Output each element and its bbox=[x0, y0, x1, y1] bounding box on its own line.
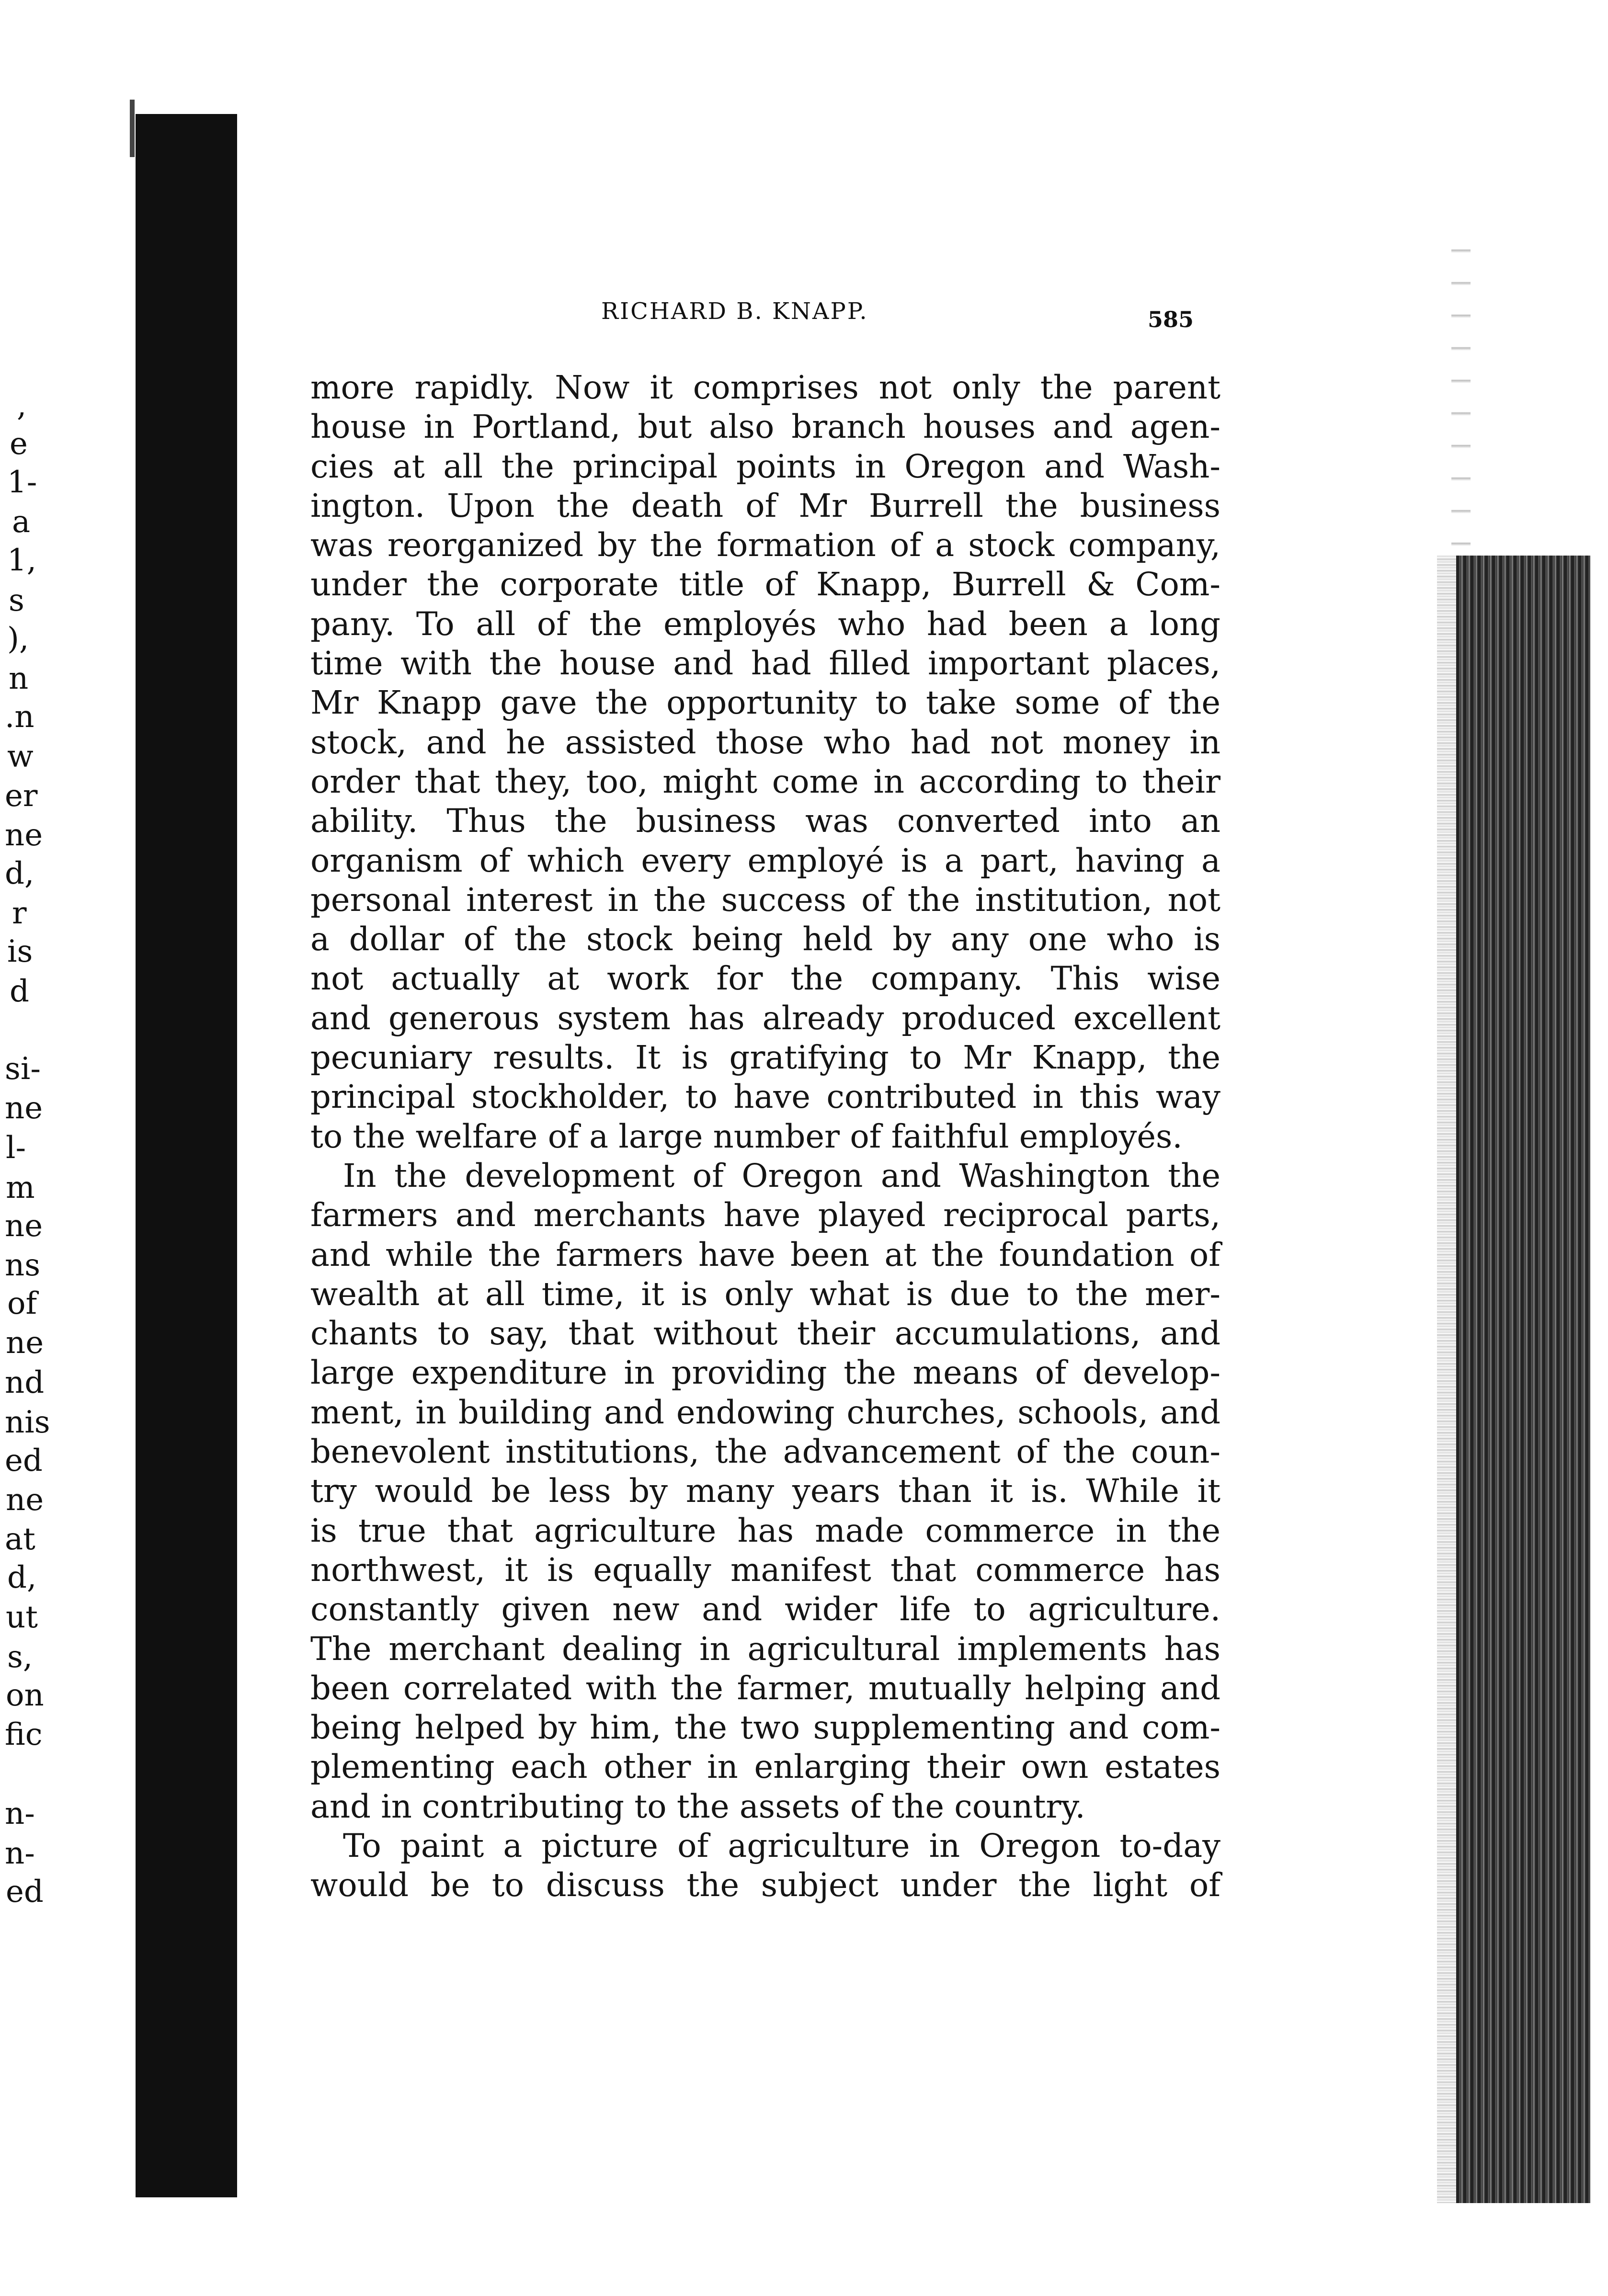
text-line: Mr Knapp gave the opportunity to take some of the bbox=[310, 684, 1220, 722]
text-line: cies at all the principal points in Oregon and Wash- bbox=[310, 447, 1220, 485]
text-line: and in contributing to the assets of the country. bbox=[310, 1787, 1085, 1825]
facing-fragment: m bbox=[6, 1170, 35, 1205]
text-line: plementing each other in enlarging their own estates bbox=[310, 1748, 1220, 1786]
text-line: and generous system has already produced excellent bbox=[310, 999, 1220, 1037]
facing-fragment: d bbox=[10, 974, 29, 1009]
text-line: being helped by him, the two supplementing and com- bbox=[310, 1709, 1220, 1747]
facing-fragment: l- bbox=[6, 1130, 26, 1166]
facing-fragment: 1, bbox=[7, 543, 37, 578]
text-line: under the corporate title of Knapp, Burrell & Com- bbox=[310, 566, 1220, 603]
text-line: benevolent institutions, the advancement of the coun- bbox=[310, 1433, 1220, 1471]
facing-fragment: r bbox=[12, 896, 27, 931]
facing-fragment: s bbox=[9, 583, 24, 618]
text-line: To paint a picture of agriculture in Oregon to-day bbox=[343, 1827, 1220, 1864]
facing-fragment: ne bbox=[5, 818, 43, 853]
scan-specks bbox=[1451, 220, 1471, 556]
facing-fragment: e bbox=[10, 426, 28, 462]
text-line: and while the farmers have been at the foundation of bbox=[310, 1236, 1220, 1273]
text-line: pecuniary results. It is gratifying to Mr Knapp, the bbox=[310, 1039, 1220, 1077]
running-head: RICHARD B. KNAPP. bbox=[601, 298, 868, 325]
facing-fragment: of bbox=[7, 1286, 37, 1321]
facing-fragment: ns bbox=[5, 1248, 41, 1283]
facing-fragment: ed bbox=[5, 1443, 43, 1478]
text-line: chants to say, that without their accumulations, and bbox=[310, 1315, 1220, 1353]
text-line: time with the house and had filled important places, bbox=[310, 645, 1220, 682]
facing-fragment: a bbox=[12, 504, 31, 540]
binding-shadow bbox=[136, 114, 237, 2197]
facing-fragment: .n bbox=[5, 699, 34, 735]
text-line: personal interest in the success of the institution, not bbox=[310, 881, 1220, 919]
facing-fragment: er bbox=[5, 778, 38, 814]
text-line: would be to discuss the subject under the light of bbox=[310, 1866, 1220, 1904]
text-line: organism of which every employé is a part, having a bbox=[310, 841, 1220, 879]
facing-fragment: is bbox=[7, 934, 33, 969]
facing-fragment: 1- bbox=[7, 465, 37, 500]
facing-fragment: ne bbox=[6, 1325, 44, 1361]
facing-fragment: n- bbox=[5, 1796, 35, 1831]
page-number: 585 bbox=[1148, 307, 1194, 332]
text-line: ington. Upon the death of Mr Burrell the business bbox=[310, 487, 1220, 524]
text-line: been correlated with the farmer, mutually helping and bbox=[310, 1669, 1220, 1707]
text-line: constantly given new and wider life to agriculture. bbox=[310, 1591, 1220, 1628]
facing-fragment: nd bbox=[5, 1365, 45, 1400]
text-line: not actually at work for the company. This wise bbox=[310, 960, 1220, 998]
text-line: principal stockholder, to have contributed in this way bbox=[310, 1078, 1220, 1116]
facing-fragment: fic bbox=[5, 1717, 43, 1752]
text-line: try would be less by many years than it is. While it bbox=[310, 1472, 1220, 1510]
text-line: stock, and he assisted those who had not money in bbox=[310, 723, 1220, 761]
text-line: The merchant dealing in agricultural implements has bbox=[310, 1630, 1220, 1668]
facing-fragment: d, bbox=[7, 1560, 37, 1595]
text-line: pany. To all of the employés who had been a long bbox=[310, 605, 1220, 643]
text-line: to the welfare of a large number of faithful employés. bbox=[310, 1117, 1183, 1155]
facing-fragment: s, bbox=[7, 1639, 33, 1675]
facing-fragment: ), bbox=[7, 621, 29, 657]
text-line: ability. Thus the business was converted into an bbox=[310, 802, 1220, 840]
facing-fragment: ne bbox=[5, 1208, 43, 1244]
text-line: is true that agriculture has made commerce in the bbox=[310, 1512, 1220, 1549]
text-line: wealth at all time, it is only what is due to the mer- bbox=[310, 1275, 1220, 1313]
facing-fragment: on bbox=[6, 1678, 44, 1713]
facing-fragment: si- bbox=[5, 1051, 41, 1087]
text-line: order that they, too, might come in according to their bbox=[310, 762, 1220, 800]
text-line: ment, in building and endowing churches, schools, and bbox=[310, 1393, 1220, 1431]
text-line: farmers and merchants have played reciprocal parts, bbox=[310, 1196, 1220, 1234]
facing-fragment: , bbox=[17, 388, 27, 423]
facing-fragment: d, bbox=[5, 856, 34, 891]
facing-fragment: nis bbox=[5, 1405, 50, 1440]
facing-fragment: n bbox=[9, 661, 29, 696]
facing-page-fragments bbox=[0, 0, 134, 2296]
text-line: was reorganized by the formation of a stock company, bbox=[310, 526, 1220, 564]
text-line: more rapidly. Now it comprises not only the parent bbox=[310, 369, 1220, 406]
facing-fragment: ed bbox=[6, 1874, 44, 1910]
text-line: house in Portland, but also branch houses and agen- bbox=[310, 408, 1220, 446]
facing-fragment: ne bbox=[6, 1482, 44, 1518]
text-line: northwest, it is equally manifest that commerce has bbox=[310, 1551, 1220, 1589]
text-line: large expenditure in providing the means of develop- bbox=[310, 1354, 1220, 1392]
facing-fragment: at bbox=[5, 1522, 35, 1557]
body-text bbox=[310, 368, 1220, 1905]
facing-fragment: w bbox=[7, 739, 34, 774]
facing-page-edge bbox=[1456, 556, 1590, 2203]
facing-fragment: ne bbox=[5, 1091, 43, 1126]
text-line: In the development of Oregon and Washington the bbox=[343, 1157, 1220, 1194]
facing-fragment: n- bbox=[5, 1836, 35, 1871]
text-line: a dollar of the stock being held by any one who is bbox=[310, 921, 1220, 958]
facing-fragment: ut bbox=[6, 1600, 38, 1635]
